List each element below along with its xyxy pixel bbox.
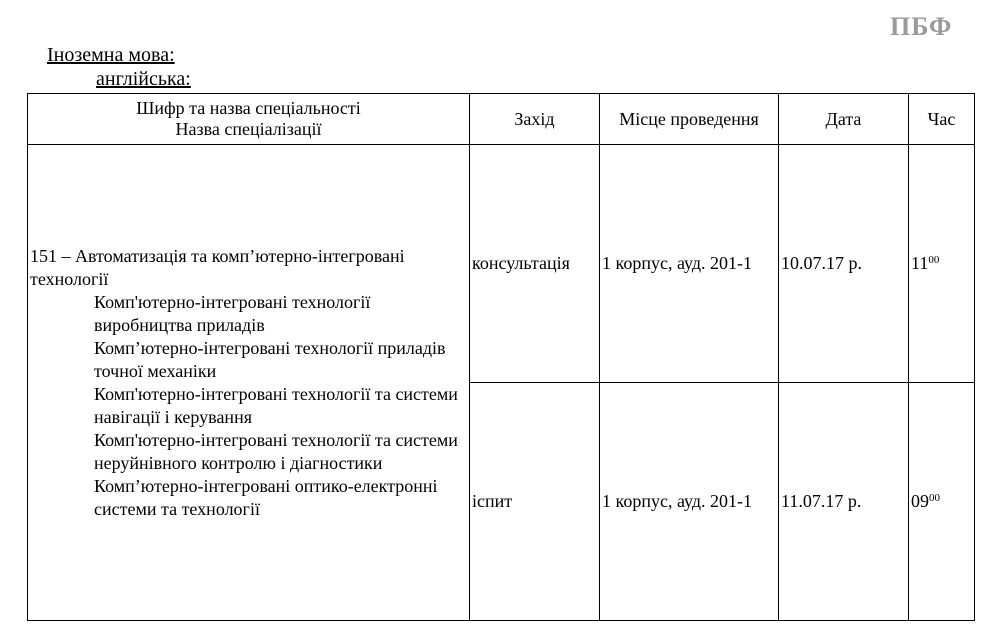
time-cell — [909, 383, 975, 621]
header-row — [28, 94, 975, 145]
faculty-code: ПБФ — [890, 12, 953, 41]
specialization-item: Комп’ютерно-інтегровані оптико-електронні системи та технології — [94, 475, 438, 519]
header-date: Дата — [779, 94, 909, 145]
place-cell: 1 корпус, ауд. 201-1 — [600, 383, 779, 621]
event-cell: іспит — [470, 383, 600, 621]
time-cell — [909, 145, 975, 383]
header-specialty — [28, 94, 470, 145]
header-specialty-line1: Шифр та назва спеціальності — [136, 98, 361, 118]
specialization-item: Комп'ютерно-інтегровані технології та системи навігації і керування — [94, 383, 458, 427]
specialization-list — [30, 291, 467, 521]
time-minutes: 00 — [929, 492, 940, 504]
subject-label: Іноземна мова: — [47, 44, 175, 66]
header-time: Час — [909, 94, 975, 145]
specialization-item: Комп'ютерно-інтегровані технології та системи неруйнівного контролю і діагностики — [94, 429, 458, 473]
header-event: Захід — [470, 94, 600, 145]
table-row — [28, 145, 975, 383]
specialty-cell — [28, 145, 470, 621]
schedule-table — [27, 93, 975, 621]
header-specialty-line2: Назва спеціалізації — [175, 119, 322, 139]
specialization-item: Комп’ютерно-інтегровані технології приладів точної механіки — [94, 337, 446, 381]
time-hours: 09 — [911, 491, 929, 511]
date-cell: 10.07.17 р. — [779, 145, 909, 383]
specialization-item: Комп'ютерно-інтегровані технології виробництва приладів — [94, 291, 371, 335]
language-label: англійська: — [96, 68, 191, 90]
specialty-title: 151 – Автоматизація та комп’ютерно-інтегровані технології — [30, 245, 405, 289]
place-cell: 1 корпус, ауд. 201-1 — [600, 145, 779, 383]
time-hours: 11 — [911, 253, 929, 273]
event-cell: консультація — [470, 145, 600, 383]
header-place: Місце проведення — [600, 94, 779, 145]
time-minutes: 00 — [928, 254, 940, 266]
date-cell: 11.07.17 р. — [779, 383, 909, 621]
